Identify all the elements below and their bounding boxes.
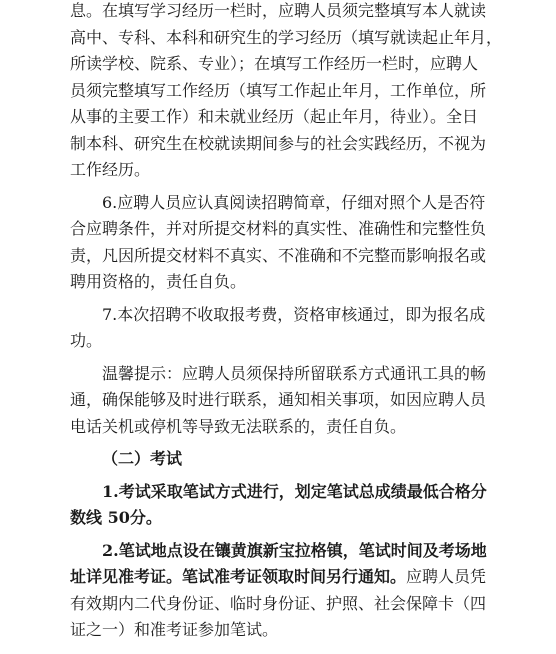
text-line: 责，凡因所提交材料不真实、不准确和不完整而影响报名或 xyxy=(70,245,487,265)
text-line: 通，确保能够及时进行联系，通知相关事项，如因应聘人员 xyxy=(70,390,487,409)
bold-span: 址详见准考证。笔试准考证领取时间另行通知。 xyxy=(70,567,407,586)
text-line: 温馨提示：应聘人员须保持所留联系方式通讯工具的畅 xyxy=(102,363,487,383)
text-line: 息。在填写学习经历一栏时，应聘人员须完整填写本人就读 xyxy=(70,1,487,20)
text-line: 6.应聘人员应认真阅读招聘简章，仔细对照个人是否符 xyxy=(102,192,486,212)
text-line: 制本科、研究生在校就读期间参与的社会实践经历，不视为 xyxy=(70,133,487,153)
normal-span: 应聘人员凭 xyxy=(406,567,487,586)
text-line: 工作经历。 xyxy=(70,160,151,179)
text-line: 功。 xyxy=(70,331,103,350)
text-line: 合应聘条件，并对所提交材料的真实性、准确性和完整性负 xyxy=(70,219,487,238)
text-line: 从事的主要工作）和未就业经历（起止年月，待业）。全日 xyxy=(70,107,479,126)
text-line: 数线 50分。 xyxy=(70,508,162,527)
text-line: 2.笔试地点设在镶黄旗新宝拉格镇，笔试时间及考场地 xyxy=(102,540,487,560)
text-line: 有效期内二代身份证、临时身份证、护照、社会保障卡（四 xyxy=(70,593,487,613)
text-line xyxy=(70,567,556,587)
text-line: 电话关机或停机等导致无法联系的，责任自负。 xyxy=(70,416,407,436)
text-line: 员须完整填写工作经历（填写工作起止年月，工作单位，所 xyxy=(70,80,487,100)
text-line: 所读学校、院系、专业）；在填写工作经历一栏时，应聘人 xyxy=(70,54,479,73)
section-heading: （二）考试 xyxy=(102,449,183,468)
text-line: 7.本次招聘不收取报考费，资格审核通过，即为报名成 xyxy=(102,304,486,324)
text-line: 聘用资格的，责任自负。 xyxy=(70,272,247,291)
text-line: 证之一）和准考证参加笔试。 xyxy=(70,620,279,639)
text-line: 高中、专科、本科和研究生的学习经历（填写就读起止年月， xyxy=(70,27,503,47)
text-line: 1.考试采取笔试方式进行，划定笔试总成绩最低合格分 xyxy=(102,481,487,501)
